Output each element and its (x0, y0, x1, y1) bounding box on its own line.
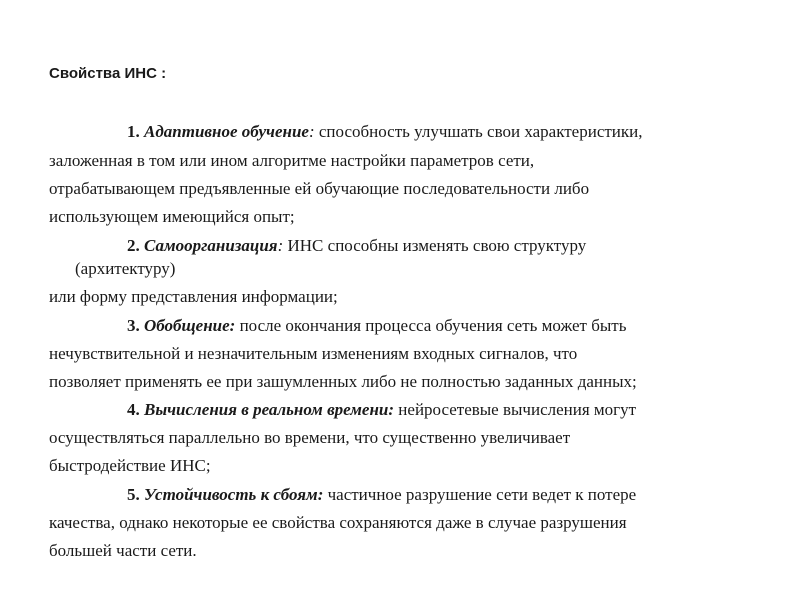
property-3-first-line (127, 315, 626, 337)
property-2-term: Самоорганизация (144, 236, 278, 255)
property-2-text: ИНС способны изменять свою структуру (283, 236, 587, 255)
property-1-first-line (127, 121, 643, 143)
slide-heading: Свойства ИНС : (49, 65, 167, 82)
property-1-term: Адаптивное обучение (144, 122, 309, 141)
property-2-number: 2. (127, 236, 140, 255)
property-4-text: нейросетевые вычисления могут (394, 400, 637, 419)
property-5-number: 5. (127, 485, 140, 504)
property-3-term: Обобщение: (144, 316, 236, 335)
property-3-line: позволяет применять ее при зашумленных либо не полностью заданных данных; (49, 372, 637, 391)
property-1-number: 1. (127, 122, 140, 141)
property-2-first-line (127, 235, 586, 257)
property-1-line: отрабатывающем предъявленные ей обучающие последовательности либо (49, 179, 590, 198)
property-5-text: частичное разрушение сети ведет к потере (323, 485, 637, 504)
property-5-line: большей части сети. (49, 541, 197, 560)
property-4-number: 4. (127, 400, 140, 419)
property-4-term: Вычисления в реальном времени: (144, 400, 395, 419)
property-1-text: способность улучшать свои характеристики, (314, 122, 643, 141)
property-3-line: нечувствительной и незначительным изменениям входных сигналов, что (49, 344, 578, 363)
property-5-line: качества, однако некоторые ее свойства сохраняются даже в случае разрушения (49, 513, 627, 532)
property-4-line: осуществляться параллельно во времени, что существенно увеличивает (49, 428, 571, 447)
property-1-sep: : (308, 122, 315, 141)
property-1-line: заложенная в том или ином алгоритме настройки параметров сети, (49, 151, 535, 170)
property-2-line: (архитектуру) (75, 259, 176, 278)
property-5-term: Устойчивость к сбоям: (144, 485, 324, 504)
property-5-first-line (127, 484, 636, 506)
property-2-line: или форму представления информации; (49, 287, 338, 306)
property-3-text: после окончания процесса обучения сеть может быть (235, 316, 627, 335)
property-4-first-line (127, 399, 636, 421)
property-3-number: 3. (127, 316, 140, 335)
property-4-line: быстродействие ИНС; (49, 456, 211, 475)
property-2-sep: : (277, 236, 284, 255)
property-1-line: использующем имеющийся опыт; (49, 207, 295, 226)
